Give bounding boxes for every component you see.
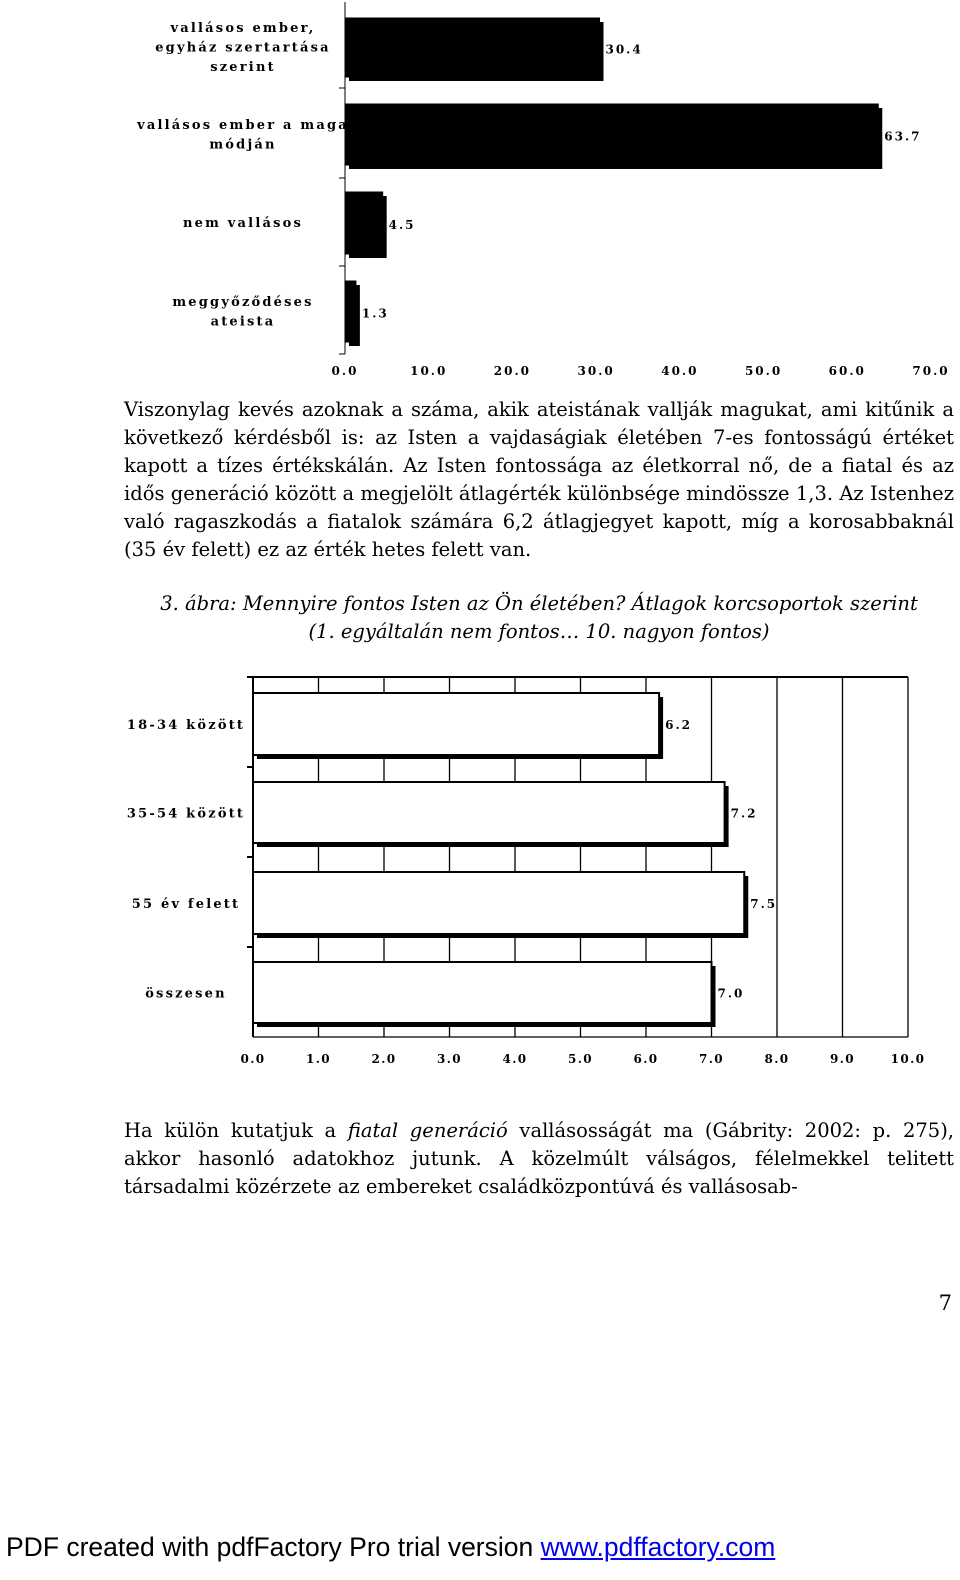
data-label: 6.2 [665,718,692,732]
data-label: 4.5 [388,218,416,232]
data-label: 63.7 [884,129,922,144]
category-label: 18-34 között [126,718,246,733]
category-label: vallásos ember a maga [137,117,349,133]
body-paragraph-2 [124,1117,954,1201]
category-label: módján [209,137,277,153]
category-label: vallásos ember, [170,21,316,36]
data-label: 7.5 [750,897,778,911]
bar [345,192,383,254]
bar [253,962,712,1023]
category-label: 55 év felett [131,897,241,912]
category-label: ateista [210,314,276,330]
x-tick-label: 0.0 [240,1052,266,1066]
footer-text: PDF created with pdfFactory Pro trial version [6,1532,541,1562]
x-tick-label: 50.0 [744,364,783,378]
page-number: 7 [938,1291,952,1315]
x-tick-label: 2.0 [371,1052,397,1066]
x-tick-label: 0.0 [331,364,359,378]
category-label: szerint [210,60,276,75]
paragraph-2-emphasis: fiatal generáció [347,1119,508,1142]
figure-3-caption [124,590,954,646]
data-label: 7.0 [717,986,745,1001]
pdffactory-link[interactable]: www.pdffactory.com [540,1532,776,1562]
x-tick-label: 1.0 [305,1052,332,1066]
paragraph-2-start: Ha külön kutatjuk a [124,1119,348,1142]
x-tick-label: 5.0 [567,1052,594,1066]
x-tick-label: 10.0 [890,1052,926,1066]
bar [345,18,599,77]
bar [345,281,356,342]
category-label: összesen [145,986,227,1002]
category-label: meggyőződéses [172,294,314,310]
data-label: 7.2 [730,806,758,821]
data-label: 1.3 [361,306,389,321]
x-tick-label: 40.0 [661,364,699,378]
bar [345,104,878,165]
x-tick-label: 3.0 [436,1052,463,1066]
x-tick-label: 9.0 [829,1052,856,1066]
category-label: nem vallásos [183,216,303,231]
x-tick-label: 8.0 [764,1052,790,1066]
bar [253,872,744,934]
bar [253,693,659,755]
data-label: 30.4 [605,42,643,57]
category-label: egyház szertartása [155,40,331,56]
pdf-footer [6,1532,775,1563]
x-tick-label: 70.0 [912,364,950,378]
bar [253,782,725,843]
x-tick-label: 6.0 [633,1052,659,1066]
category-label: 35-54 között [126,806,246,822]
x-tick-label: 10.0 [410,364,448,378]
paragraph-2-end: vallásosságát ma (Gábrity: 2002: p. 275), akkor hasonló adatokhoz jutunk. A közelmúlt válságos, félelmekkel telitett társadalmi közérzete az embereket családközpontúvá és vallásosab- [124,1119,954,1198]
body-paragraph-1: Viszonylag kevés azoknak a száma, akik ateistának vallják magukat, ami kitűnik a következő kérdésből is: az Isten a vajdaságiak életében 7-es fontosságú értéket kapott a tízes értékskálán. Az Isten fontossága az életkorral nő, de a fiatal és az idős generáció között a megjelölt átlagérték különbsége mindössze 1,3. Az Istenhez való ragaszkodás a fiatalok számára 6,2 átlagjegyet kapott, míg a korosabbaknál (35 év felett) ez az érték hetes felett van. [124,398,954,561]
x-tick-label: 20.0 [493,364,532,378]
religiosity-bar-chart [0,0,960,385]
x-tick-label: 60.0 [828,364,866,378]
caption-line-1: 3. ábra: Mennyire fontos Isten az Ön életében? Átlagok korcsoportok szerint [160,592,918,615]
x-tick-label: 30.0 [577,364,615,378]
god-importance-bar-chart [0,665,960,1075]
caption-line-2: (1. egyáltalán nem fontos… 10. nagyon fontos) [308,620,770,643]
x-tick-label: 7.0 [698,1052,725,1066]
x-tick-label: 4.0 [502,1052,528,1066]
